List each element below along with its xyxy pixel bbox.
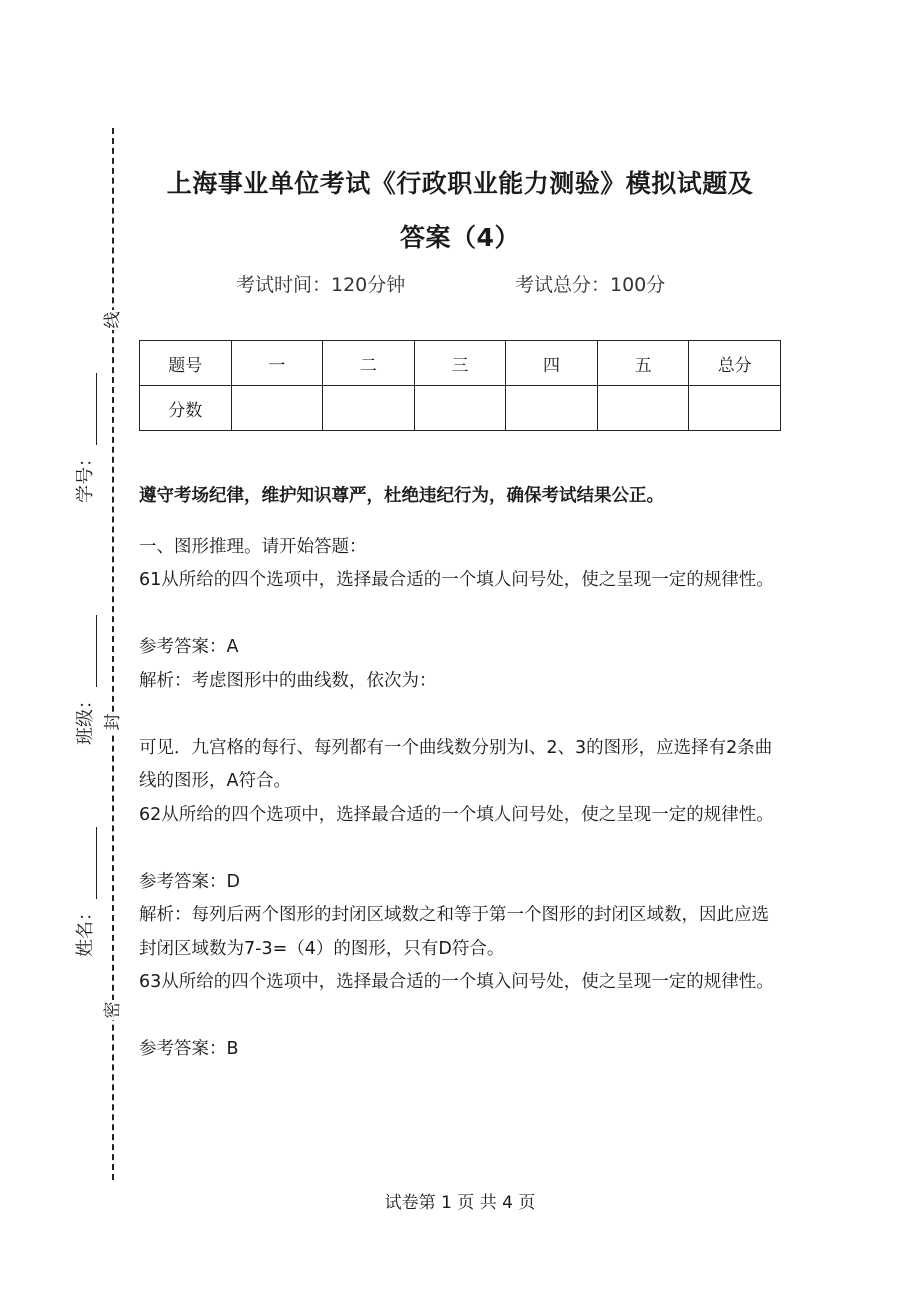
- score-cell-5[interactable]: [597, 386, 689, 431]
- question-61: 61从所给的四个选项中，选择最合适的一个填人问号处，使之呈现一定的规律性。: [139, 570, 774, 590]
- question-63: 63从所给的四个选项中，选择最合适的一个填入问号处，使之呈现一定的规律性。: [139, 972, 774, 992]
- score-table-header-row: [140, 341, 781, 386]
- analysis-61: 解析：考虑图形中的曲线数，依次为：: [139, 670, 437, 691]
- binding-dashed-line: [112, 128, 114, 1180]
- header-cell-2: 二: [323, 341, 415, 386]
- page-footer: 试卷第 1 页 共 4 页: [384, 1193, 536, 1213]
- score-table: [139, 340, 781, 431]
- class-blank[interactable]: [82, 615, 97, 687]
- answer-61: 参考答案：A: [139, 637, 239, 657]
- score-cell-4[interactable]: [506, 386, 598, 431]
- name-label: 姓名：: [75, 903, 96, 957]
- page-title-line1: 上海事业单位考试《行政职业能力测验》模拟试题及: [166, 169, 754, 198]
- header-cell-4: 四: [506, 341, 598, 386]
- student-id-field[interactable]: [69, 373, 97, 503]
- header-cell-3: 三: [414, 341, 506, 386]
- header-cell-label: 题号: [140, 341, 232, 386]
- answer-62: 参考答案：D: [139, 871, 240, 892]
- class-field[interactable]: [69, 615, 97, 745]
- score-cell-2[interactable]: [323, 386, 415, 431]
- page-title-line2: 答案（4）: [400, 223, 520, 252]
- name-field[interactable]: [69, 827, 97, 957]
- analysis-62: 解析：每列后两个图形的封闭区域数之和等于第一个图形的封闭区域数，因此应选封闭区域数为7-3=（4）的图形，只有D符合。: [139, 905, 769, 959]
- question-62: 62从所给的四个选项中，选择最合适的一个填人问号处，使之呈现一定的规律性。: [139, 804, 774, 825]
- student-id-blank[interactable]: [82, 373, 97, 445]
- score-cell-3[interactable]: [414, 386, 506, 431]
- header-cell-1: 一: [231, 341, 323, 386]
- figure-placeholder-62: [139, 832, 784, 866]
- score-cell-1[interactable]: [231, 386, 323, 431]
- class-label: 班级：: [75, 691, 96, 745]
- binding-word-xian: 线: [103, 311, 123, 329]
- exam-content: [139, 480, 784, 1067]
- student-id-label: 学号：: [75, 449, 96, 503]
- conclusion-61: 可见．九宫格的每行、每列都有一个曲线数分别为l、2、3的图形，应选择有2条曲线的图形，A符合。: [139, 737, 773, 791]
- header-cell-total: 总分: [689, 341, 781, 386]
- binding-word-mi: 密: [103, 1001, 123, 1019]
- score-row-label: 分数: [140, 386, 232, 431]
- header-cell-5: 五: [597, 341, 689, 386]
- exam-time: 考试时间：120分钟: [236, 274, 406, 296]
- exam-notice: 遵守考场纪律，维护知识尊严，杜绝违纪行为，确保考试结果公正。: [139, 486, 664, 506]
- exam-total-score: 考试总分：100分: [515, 274, 666, 296]
- binding-word-feng: 封: [103, 713, 123, 731]
- score-table-score-row: [140, 386, 781, 431]
- name-blank[interactable]: [82, 827, 97, 899]
- score-cell-total[interactable]: [689, 386, 781, 431]
- figure-placeholder-61: [139, 598, 784, 632]
- figure-placeholder-63: [139, 1000, 784, 1034]
- section-heading: 一、图形推理。请开始答题：: [139, 536, 367, 557]
- figure-placeholder-61b: [139, 698, 784, 732]
- answer-63: 参考答案：B: [139, 1039, 239, 1059]
